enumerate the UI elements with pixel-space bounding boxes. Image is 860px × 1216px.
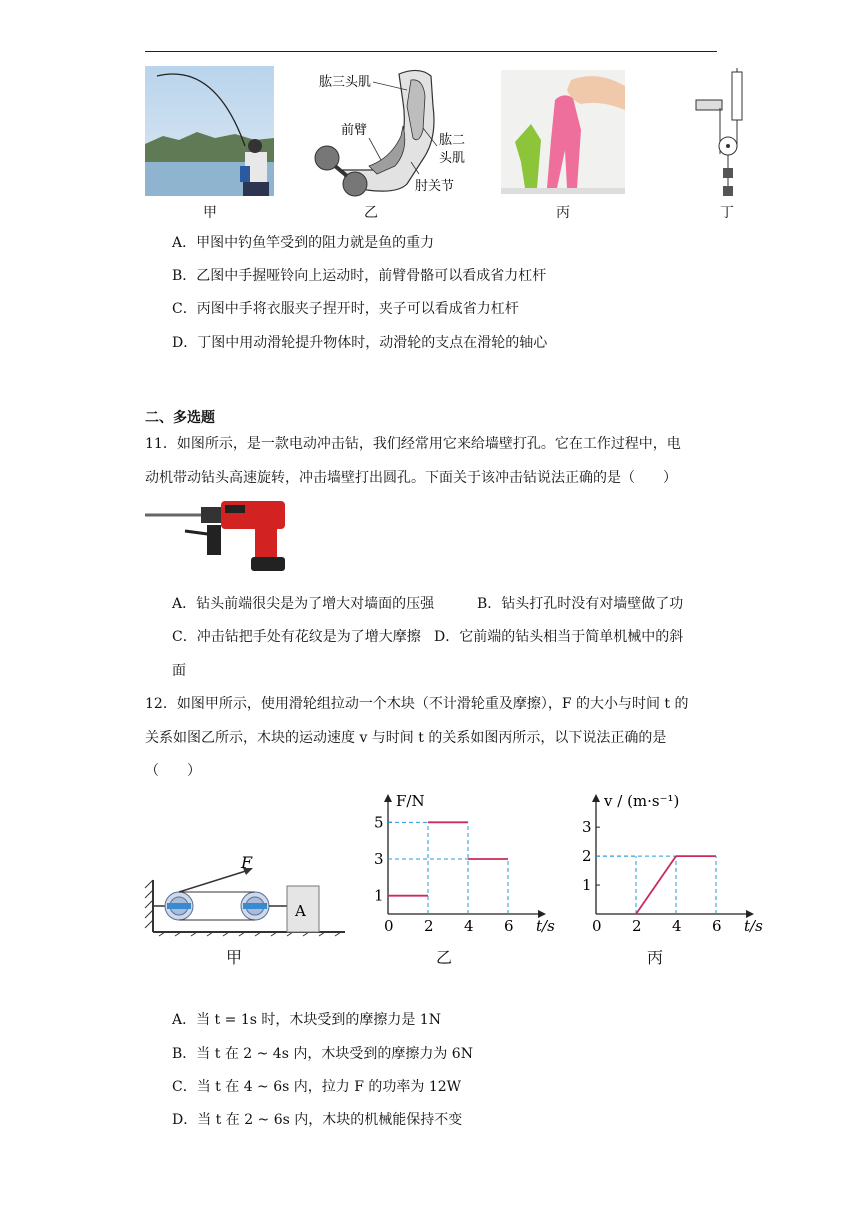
x-tick-label: 4: [672, 917, 682, 935]
q11-option-d-cont: 面: [172, 663, 186, 679]
velocity-time-graph: [574, 788, 763, 940]
q10-option-d: D．丁图中用动滑轮提升物体时，动滑轮的支点在滑轮的轴心: [172, 335, 548, 351]
x-tick-label: 6: [712, 917, 722, 935]
q11-option-a: A．钻头前端很尖是为了增大对墙面的压强: [172, 596, 435, 612]
q12-option-b: B．当 t 在 2 ~ 4s 内，木块受到的摩擦力为 6N: [172, 1046, 473, 1062]
y-tick-label: 1: [374, 886, 384, 905]
x-axis-label: t/s: [744, 917, 763, 935]
q12-option-a: A．当 t = 1s 时，木块受到的摩擦力是 1N: [172, 1012, 441, 1028]
clothespin-photo: [501, 70, 625, 194]
q11-line-1: 11．如图所示，是一款电动冲击钻，我们经常用它来给墙壁打孔。它在工作过程中，电: [145, 436, 681, 452]
q10-option-a: A．甲图中钓鱼竿受到的阻力就是鱼的重力: [172, 235, 435, 251]
x-tick-label: 4: [464, 917, 474, 935]
x-tick-label: 2: [424, 917, 434, 935]
q11-line-2: 动机带动钻头高速旋转，冲击墙壁打出圆孔。下面关于该冲击钻说法正确的是（ ）: [145, 470, 677, 486]
label-forearm: 前臂: [341, 123, 368, 138]
q12-caption-yi: 乙: [436, 948, 453, 967]
q12-option-d: D．当 t 在 2 ~ 6s 内，木块的机械能保持不变: [172, 1112, 463, 1128]
block-label: A: [295, 902, 306, 920]
arm-diagram: [307, 66, 477, 198]
q11-option-b: B．钻头打孔时没有对墙壁做了功: [477, 596, 684, 612]
label-elbow: 肘关节: [415, 179, 455, 194]
q12-option-c: C．当 t 在 4 ~ 6s 内，拉力 F 的功率为 12W: [172, 1079, 462, 1095]
data-segment-1: [636, 856, 676, 914]
y-tick-label: 5: [374, 813, 384, 832]
q12-line-2: 关系如图乙所示，木块的运动速度 v 与时间 t 的关系如图丙所示，以下说法正确的是: [145, 730, 667, 746]
q11-option-d: D．它前端的钻头相当于简单机械中的斜: [434, 629, 684, 645]
x-tick-label: 0: [384, 917, 394, 935]
force-label: F: [241, 853, 253, 872]
q11-option-c: C．冲击钻把手处有花纹是为了增大摩擦: [172, 629, 421, 645]
impact-drill-photo: [145, 495, 305, 575]
label-biceps-1: 肱二: [439, 133, 466, 148]
q12-line-3: （ ）: [145, 763, 201, 779]
caption-yi: 乙: [364, 205, 378, 221]
x-axis-label: t/s: [536, 917, 555, 935]
q10-option-c: C．丙图中手将衣服夹子捏开时，夹子可以看成省力杠杆: [172, 301, 519, 317]
y-axis-arrow: [384, 794, 392, 802]
label-biceps-2: 头肌: [439, 151, 466, 166]
y-axis-label: v / (m·s⁻¹): [604, 792, 680, 810]
label-triceps: 肱三头肌: [319, 75, 372, 90]
q12-caption-bing: 丙: [647, 948, 664, 967]
y-tick-label: 3: [582, 818, 592, 837]
y-tick-label: 3: [374, 850, 384, 868]
y-tick-label: 2: [582, 847, 592, 866]
y-axis-label: F/N: [396, 792, 425, 810]
caption-jia: 甲: [203, 205, 217, 221]
x-tick-label: 6: [504, 917, 514, 935]
movable-pulley-diagram: [694, 68, 750, 202]
y-tick-label: 1: [582, 876, 592, 895]
q12-line-1: 12．如图甲所示，使用滑轮组拉动一个木块（不计滑轮重及摩擦），F 的大小与时间 t 的: [145, 696, 689, 712]
pulley-block-diagram: [145, 853, 355, 936]
q10-option-b: B．乙图中手握哑铃向上运动时，前臂骨骼可以看成省力杠杆: [172, 268, 547, 284]
y-axis-arrow: [592, 794, 600, 802]
q12-caption-jia: 甲: [226, 948, 243, 967]
x-tick-label: 2: [632, 917, 642, 935]
x-tick-label: 0: [592, 917, 602, 935]
caption-bing: 丙: [556, 205, 570, 221]
caption-ding: 丁: [720, 205, 734, 221]
section-heading: 二、多选题: [145, 410, 215, 426]
force-time-graph: [366, 788, 555, 940]
fishing-photo: [145, 66, 274, 196]
header-rule: [145, 51, 717, 52]
